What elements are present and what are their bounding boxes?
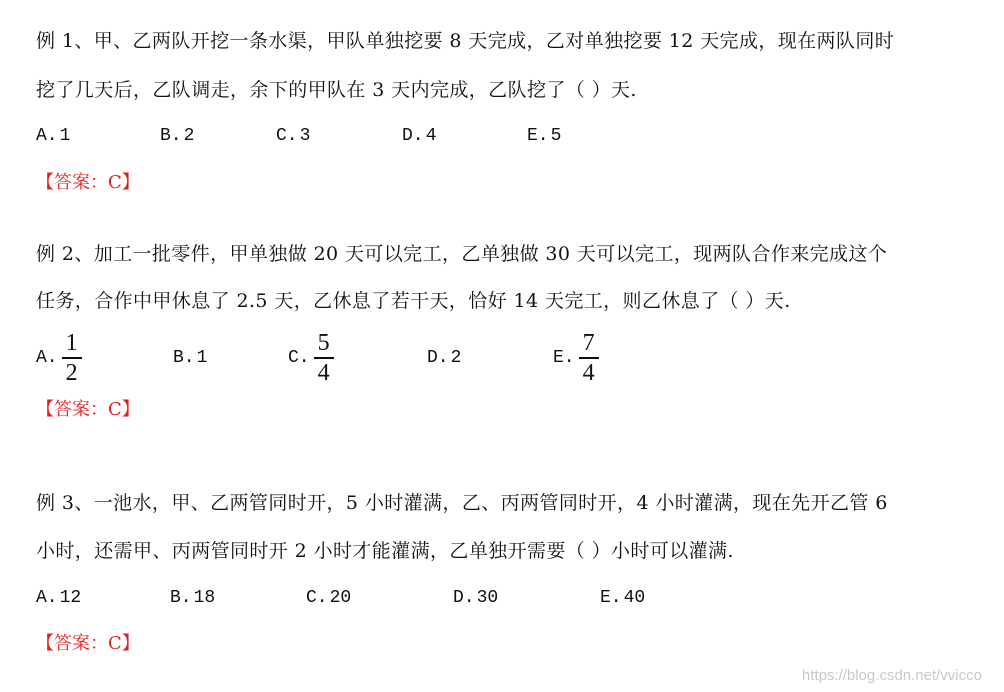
option-letter: A. [36, 348, 58, 368]
option-letter: C. [288, 348, 310, 368]
q3-option-a [36, 578, 81, 618]
q1-option-a [36, 116, 70, 156]
option-letter: B. [160, 126, 182, 146]
option-value: 1 [59, 126, 71, 146]
fraction-numerator: 7 [582, 330, 595, 356]
q1-option-d [402, 116, 436, 156]
option-letter: B. [170, 588, 192, 608]
q3-answer: 【答案：C】 [36, 633, 140, 654]
fraction-denominator: 4 [582, 360, 595, 386]
option-letter: B. [173, 348, 195, 368]
option-letter: E. [553, 348, 575, 368]
fraction [579, 331, 599, 385]
option-letter: E. [600, 588, 622, 608]
q2-option-c [288, 330, 334, 386]
q2-answer: 【答案：C】 [36, 399, 140, 420]
option-value: 1 [196, 348, 208, 368]
q1-option-e [527, 116, 561, 156]
option-letter: A. [36, 126, 58, 146]
option-value: 4 [425, 126, 437, 146]
option-letter: D. [427, 348, 449, 368]
q1-answer: 【答案：C】 [36, 172, 140, 193]
q3-text-line-2: 小时，还需甲、丙两管同时开 2 小时才能灌满，乙单独开需要（ ）小时可以灌满. [36, 540, 734, 562]
q2-text-line-1: 例 2、加工一批零件，甲单独做 20 天可以完工，乙单独做 30 天可以完工，现两队合作来完成这个 [36, 243, 888, 265]
q2-option-d [427, 330, 461, 386]
option-value: 30 [476, 588, 499, 608]
option-letter: D. [453, 588, 475, 608]
fraction-numerator: 1 [65, 330, 78, 356]
fraction [62, 331, 82, 385]
fraction-denominator: 4 [317, 360, 330, 386]
q3-option-c [306, 578, 351, 618]
q1-options [36, 116, 976, 156]
option-value: 40 [623, 588, 646, 608]
option-value: 2 [450, 348, 462, 368]
q3-options [36, 578, 976, 618]
option-value: 2 [183, 126, 195, 146]
option-letter: E. [527, 126, 549, 146]
fraction-denominator: 2 [65, 360, 78, 386]
q3-text-line-1: 例 3、一池水，甲、乙两管同时开，5 小时灌满，乙、丙两管同时开，4 小时灌满，现在先开乙管 6 [36, 492, 888, 514]
q2-option-b [173, 330, 207, 386]
option-letter: C. [306, 588, 328, 608]
q3-option-e [600, 578, 645, 618]
q2-option-e [553, 330, 599, 386]
q2-option-a [36, 330, 82, 386]
q1-option-c [276, 116, 310, 156]
q2-text-line-2: 任务，合作中甲休息了 2.5 天，乙休息了若干天，恰好 14 天完工，则乙休息了（ ）天. [36, 290, 791, 312]
watermark: https://blog.csdn.net/vvicco [801, 667, 982, 684]
q2-options [36, 330, 976, 386]
option-letter: A. [36, 588, 58, 608]
q1-option-b [160, 116, 194, 156]
fraction [314, 331, 334, 385]
option-value: 20 [329, 588, 352, 608]
fraction-numerator: 5 [317, 330, 330, 356]
option-letter: C. [276, 126, 298, 146]
option-letter: D. [402, 126, 424, 146]
option-value: 5 [550, 126, 562, 146]
q1-text-line-1: 例 1、甲、乙两队开挖一条水渠，甲队单独挖要 8 天完成，乙对单独挖要 12 天完成，现在两队同时 [36, 30, 895, 52]
option-value: 3 [299, 126, 311, 146]
q3-option-d [453, 578, 498, 618]
q1-text-line-2: 挖了几天后，乙队调走，余下的甲队在 3 天内完成，乙队挖了（ ）天. [36, 79, 637, 101]
option-value: 18 [193, 588, 216, 608]
q3-option-b [170, 578, 215, 618]
option-value: 12 [59, 588, 82, 608]
